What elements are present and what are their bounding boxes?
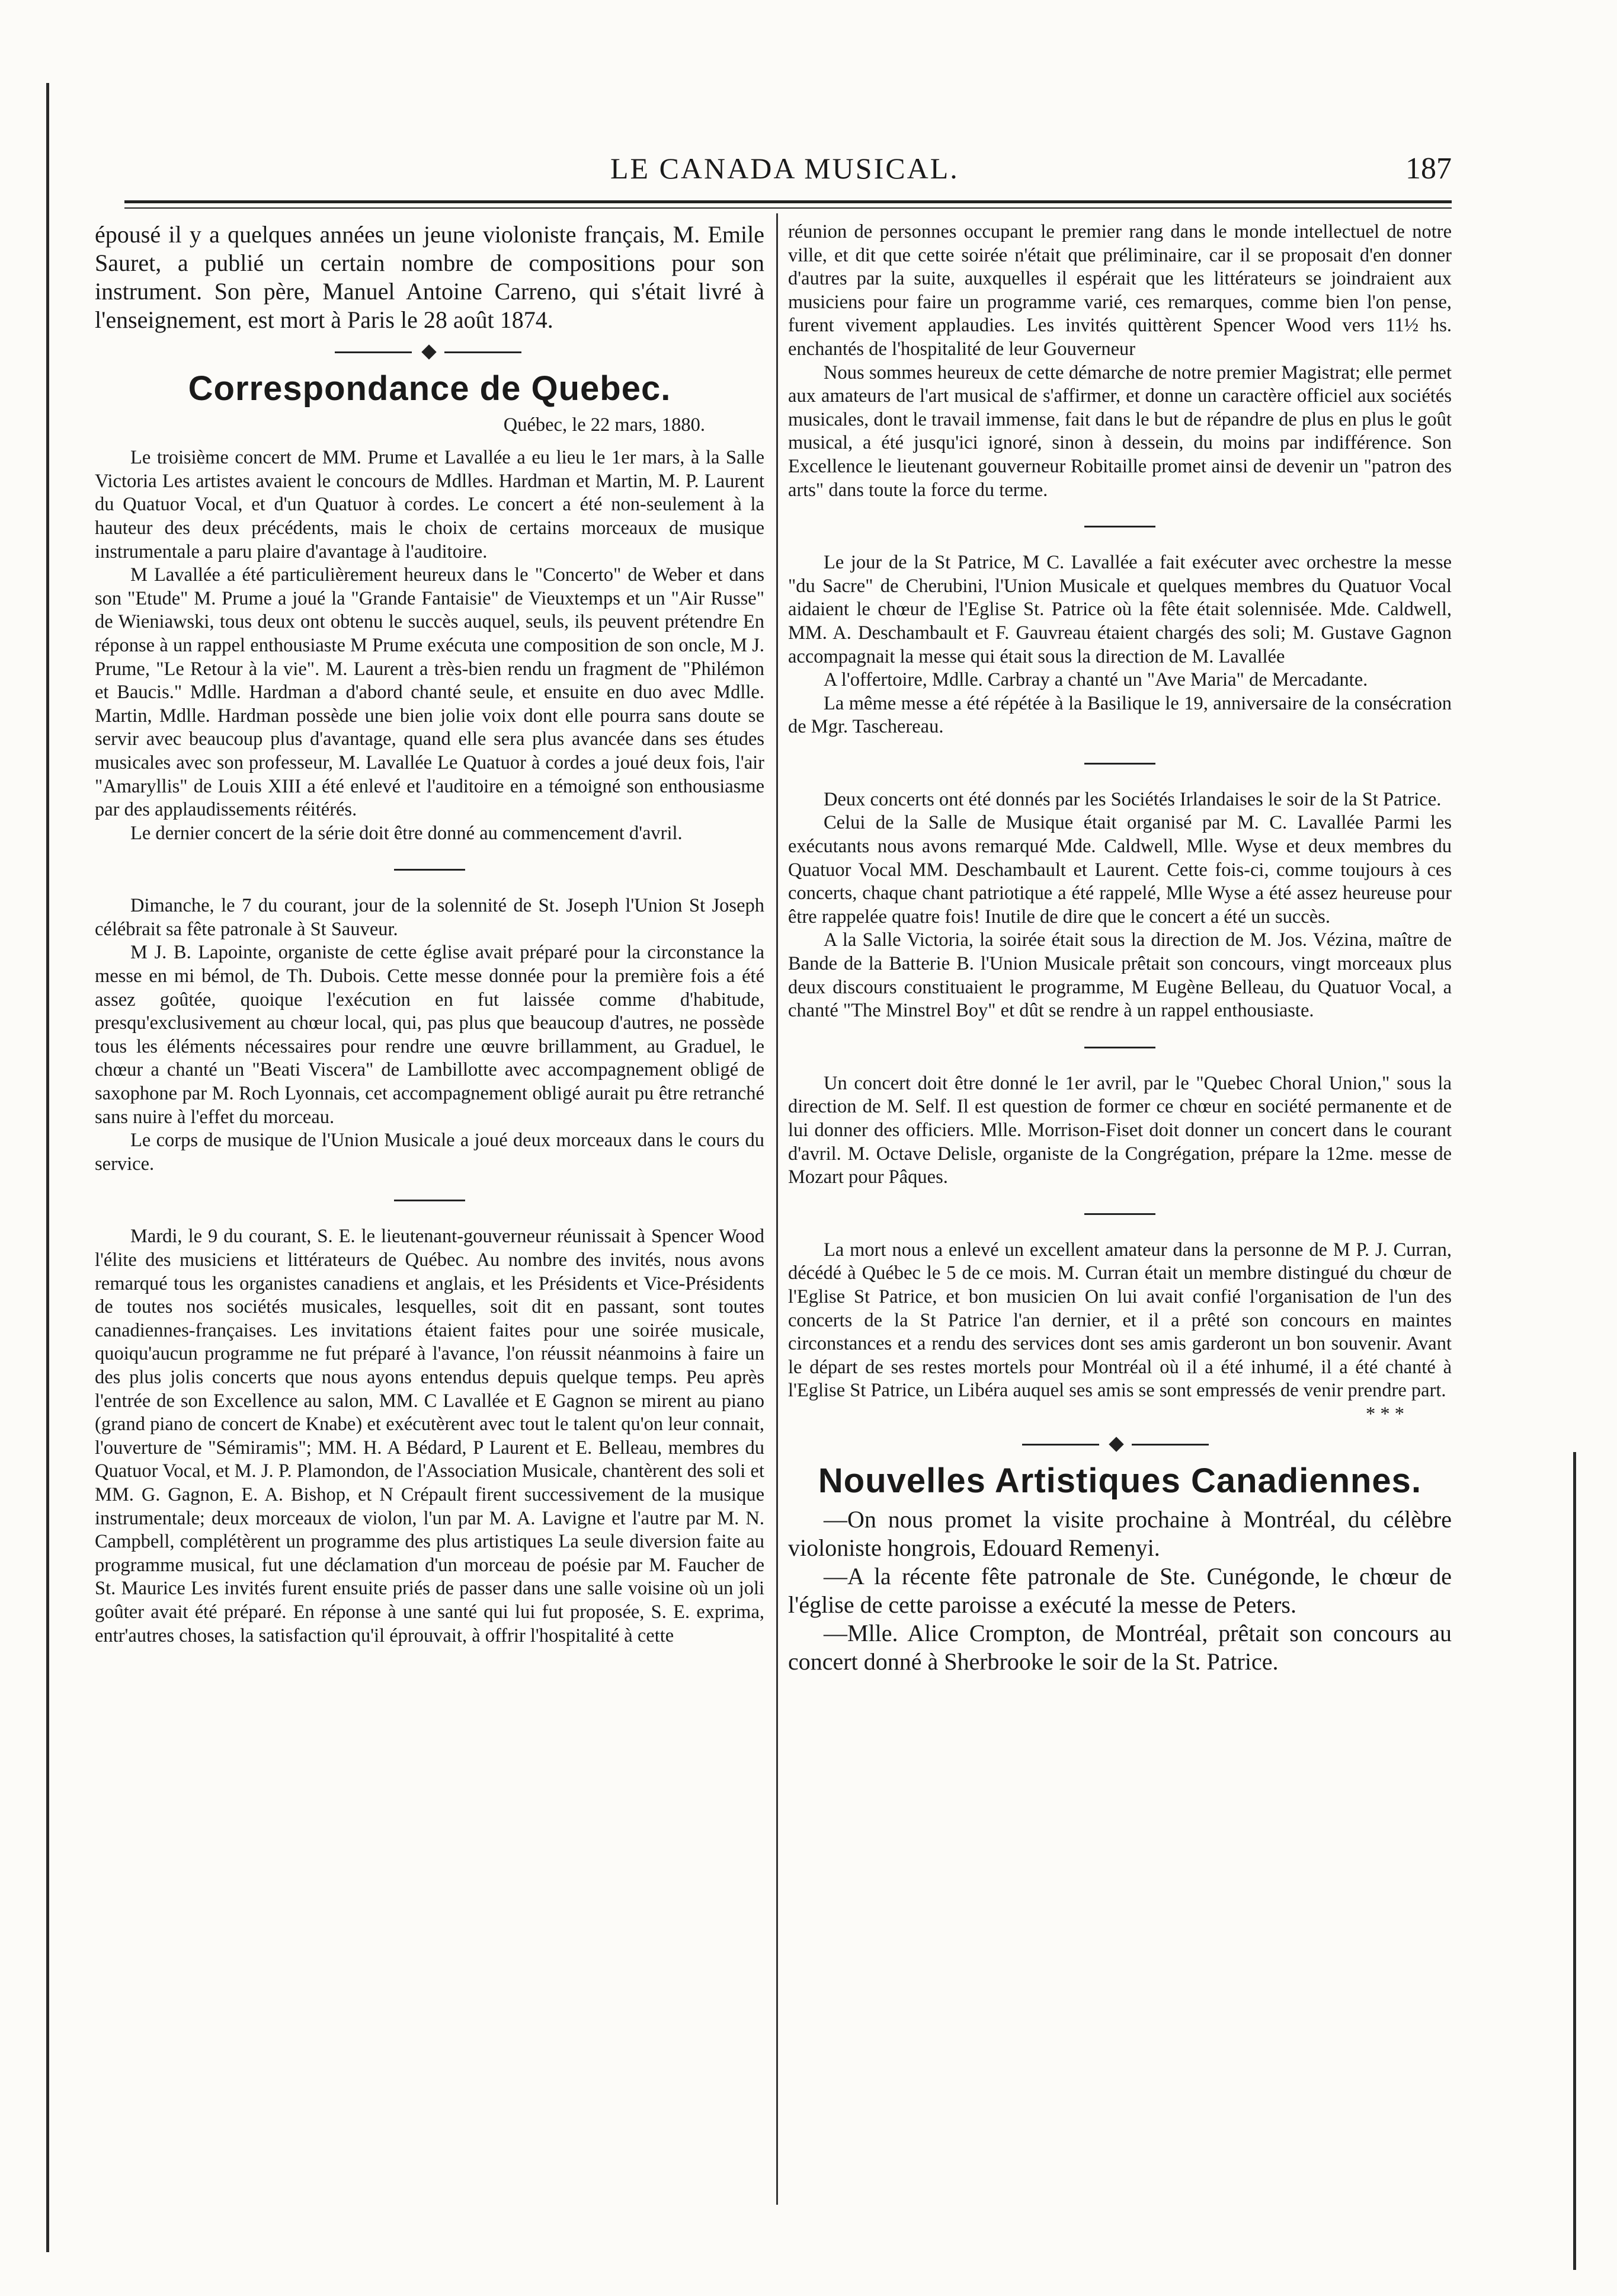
left-column (95, 220, 764, 1648)
column-divider (776, 213, 778, 2205)
paragraph: Mardi, le 9 du courant, S. E. le lieutenant-gouverneur réunissait à Spencer Wood l'élite des musiciens et littérateurs de Québec. Au nombre des invités, nous avons remarqué tous les organistes canadiens et anglais, et les Présidents et Vice-Présidents de toutes nos sociétés musicales, lesquelles, soit dit en passant, sont toutes canadiennes-françaises. Les invitations étaient faites pour une soirée musicale, quoiqu'aucun programme ne fut préparé à l'avance, l'on réussit néanmoins à faire un des plus jolis concerts que nous ayons entendus depuis quelque temps. Peu après l'entrée de son Excellence au salon, MM. C Lavallée et E Gagnon se mirent au piano (grand piano de concert de Knabe) et exécutèrent avec tout le talent qu'on leur connait, l'ouverture de "Sémiramis"; MM. H. A Bédard, P Laurent et E. Belleau, membres du Quatuor Vocal, et M. J. P. Plamondon, de l'Association Musicale, chantèrent des soli et MM. G. Gagnon, E. A. Bishop, et N Crépault firent successivement de la musique instrumentale; deux morceaux de violon, l'un par M. A. Lavigne et l'autre par M. N. Campbell, complétèrent un programme des plus artistiques La seule diversion faite au programme musical, fut une déclamation d'un morceau de poésie par M. Faucher de St. Maurice Les invités furent ensuite priés de passer dans une salle voisine où un joli goûter avait été préparé. En réponse à une santé qui lui fut proposée, S. E. exprima, entr'autres choses, la satisfaction qu'il éprouvait, à offrir l'hospitalité à cette (95, 1226, 764, 1646)
running-title: LE CANADA MUSICAL. (610, 152, 959, 185)
paragraph: Le jour de la St Patrice, M C. Lavallée a fait exécuter avec orchestre la messe "du Sacre" de Cherubini, l'Union Musicale et quelques membres du Quatuor Vocal aidaient le chœur de l'Eglise St. Patrice où la fête était solennisée. Mde. Caldwell, MM. A. Deschambault et F. Gauvreau étaient chargés des soli; M. Gustave Gagnon accompagnait la messe qui était sous la direction de M. Lavallée (788, 552, 1452, 667)
paragraph: réunion de personnes occupant le premier rang dans le monde intellectuel de notre ville, et dit que cette soirée n'était que préliminaire, car il se proposait d'en donner d'autres par la suite, auxquelles il espérait que les littérateurs se joindraient aux musiciens pour faire un programme varié, ces remarques, comme bien l'on pense, furent vivement applaudies. Les invités quittèrent Spencer Wood vers 11½ hs. enchantés de l'hospitalité de leur Gouverneur (788, 221, 1452, 360)
section-heading: Correspondance de Quebec. (188, 369, 671, 408)
header-rule-thin (124, 207, 1452, 209)
section-separator (394, 1200, 465, 1201)
page-header (148, 151, 1452, 193)
section-separator (1084, 1213, 1155, 1215)
header-rule (124, 200, 1452, 203)
section-separator (1084, 763, 1155, 765)
paragraph: Celui de la Salle de Musique était organisé par M. C. Lavallée Parmi les exécutants nous avons remarqué Mde. Caldwell, Mlle. Wyse et deux membres du Quatuor Vocal MM. Deschambault et Laurent. Cette fois-ci, comme toujours à ces concerts, chaque chant patriotique a été rappelé, Mlle Wyse a été assez heureuse pour être rappelée quatre fois! Inutile de dire que le concert a été un succès. (788, 812, 1452, 928)
ornament-divider (788, 1432, 1452, 1456)
news-item: —On nous promet la visite prochaine à Montréal, du célèbre violoniste hongrois, Edouard Remenyi. (788, 1506, 1452, 1562)
paragraph: Un concert doit être donné le 1er avril, par le "Quebec Choral Union," sous la direction de M. Self. Il est question de former ce chœur en société permanente et de lui donner des officiers. Mlle. Morrison-Fiset doit donner un concert dans le courant d'avril. M. Octave Delisle, organiste de la Congrégation, prépare la 12me. messe de Mozart pour Pâques. (788, 1072, 1452, 1188)
right-column (788, 220, 1452, 1676)
stars-divider: * * * (1366, 1403, 1404, 1425)
news-item: —Mlle. Alice Crompton, de Montréal, prêtait son concours au concert donné à Sherbrooke le soir de la St. Patrice. (788, 1620, 1452, 1675)
section-heading: Nouvelles Artistiques Canadiennes. (818, 1461, 1422, 1500)
paragraph: A l'offertoire, Mdlle. Carbray a chanté un "Ave Maria" de Mercadante. (824, 669, 1368, 691)
section-separator (394, 869, 465, 871)
paragraph: épousé il y a quelques années un jeune violoniste français, M. Emile Sauret, a publié un certain nombre de compositions pour son instrument. Son père, Manuel Antoine Carreno, qui s'était livré à l'enseignement, est mort à Paris le 28 août 1874. (95, 221, 764, 333)
paragraph: A la Salle Victoria, la soirée était sous la direction de M. Jos. Vézina, maître de Bande de la Batterie B. l'Union Musicale prêtait son concours, vingt morceaux plus deux discours constituaient le programme, M Eugène Belleau, du Quatuor Vocal, a chanté "The Minstrel Boy" et dût se rendre à un rappel enthousiaste. (788, 929, 1452, 1022)
ornament-divider (95, 340, 764, 364)
paragraph: Deux concerts ont été donnés par les Sociétés Irlandaises le soir de la St Patrice. (824, 788, 1442, 810)
scan-edge-right (1573, 1452, 1576, 2270)
paragraph: Dimanche, le 7 du courant, jour de la solennité de St. Joseph l'Union St Joseph célébrait sa fête patronale à St Sauveur. (95, 895, 764, 940)
paragraph: La mort nous a enlevé un excellent amateur dans la personne de M P. J. Curran, décédé à Québec le 5 de ce mois. M. Curran était un membre distingué du chœur de l'Eglise St Patrice, et bon musicien On lui avait confié l'organisation de l'un des concerts de la St Patrice l'an dernier, et il a prêté son concours en maintes circonstances et a rendu des services dont ses amis garderont un bon souvenir. Avant le départ de ses restes mortels pour Montréal où il a été inhumé, il a été chanté à l'Eglise St Patrice, un Libéra auquel ses amis se sont empressés de venir prendre part. (788, 1239, 1452, 1402)
news-item: —A la récente fête patronale de Ste. Cunégonde, le chœur de l'église de cette paroisse a exécuté la messe de Peters. (788, 1563, 1452, 1619)
scan-edge-left (46, 83, 49, 2252)
paragraph: Le dernier concert de la série doit être donné au commencement d'avril. (130, 822, 683, 844)
section-separator (1084, 1047, 1155, 1048)
paragraph: Le corps de musique de l'Union Musicale a joué deux morceaux dans le cours du service. (95, 1130, 764, 1175)
paragraph: Nous sommes heureux de cette démarche de notre premier Magistrat; elle permet aux amateurs de l'art musical de s'affirmer, et donne un caractère officiel aux sociétés musicales, dont le travail immense, fait dans le but de répandre de plus en plus le goût musical, a été jusqu'ici ignoré, sinon à dessein, du moins par indifférence. Son Excellence le lieutenant gouverneur Robitaille promet ainsi de devenir un "patron des arts" dans toute la force du terme. (788, 362, 1452, 501)
page-number: 187 (1405, 152, 1452, 186)
paragraph: La même messe a été répétée à la Basilique le 19, anniversaire de la consécration de Mgr. Taschereau. (788, 692, 1452, 738)
paragraph: Le troisième concert de MM. Prume et Lavallée a eu lieu le 1er mars, à la Salle Victoria Les artistes avaient le concours de Mdlles. Hardman et Martin, M. P. Laurent du Quatuor Vocal, et d'un Quatuor à cordes. Le concert a été non-seulement à la hauteur des deux précédents, mais le choix de certains morceaux de musique instrumentale a paru plaire d'avantage à l'auditoire. (95, 447, 764, 562)
date-line: Québec, le 22 mars, 1880. (503, 414, 705, 436)
section-separator (1084, 526, 1155, 527)
paragraph: M J. B. Lapointe, organiste de cette église avait préparé pour la circonstance la messe en mi bémol, de Th. Dubois. Cette messe donnée pour la première fois a été assez goûtée, quoique l'exécution en fut laissée comme d'habitude, presqu'exclusivement au chœur local, qui, pas plus que beaucoup d'autres, ne possède tous les éléments nécessaires pour rendre une œuvre brillamment, au Graduel, le chœur a chanté un "Beati Viscera" de Lambillotte avec accompagnement obligé de saxophone par M. Roch Lyonnais, cet accompagnement obligé aurait pu être retranché sans nuire à l'effet du morceau. (95, 942, 764, 1128)
paragraph: M Lavallée a été particulièrement heureux dans le "Concerto" de Weber et dans son "Etude" M. Prume a joué la "Grande Fantaisie" de Vieuxtemps et un "Air Russe" de Wieniawski, tous deux ont obtenu le succès auquel, seuls, ils peuvent prétendre En réponse à un rappel enthousiaste M Prume exécuta une composition de son oncle, M J. Prume, "Le Retour à la vie". M. Laurent a très-bien rendu un fragment de "Philémon et Baucis." Mdlle. Hardman a d'abord chanté seule, et ensuite en duo avec Mdlle. Martin, Mdlle. Hardman possède une bien jolie voix dont elle pourra sans doute se servir avec beaucoup plus d'avantage, quand elle sera plus avancée dans ses études musicales avec son professeur, M. Lavallée Le Quatuor à cordes a joué deux fois, l'air "Amaryllis" de Louis XIII a été enlevé et l'auditoire en a témoigné son enthousiasme par des applaudissements réitérés. (95, 564, 764, 821)
